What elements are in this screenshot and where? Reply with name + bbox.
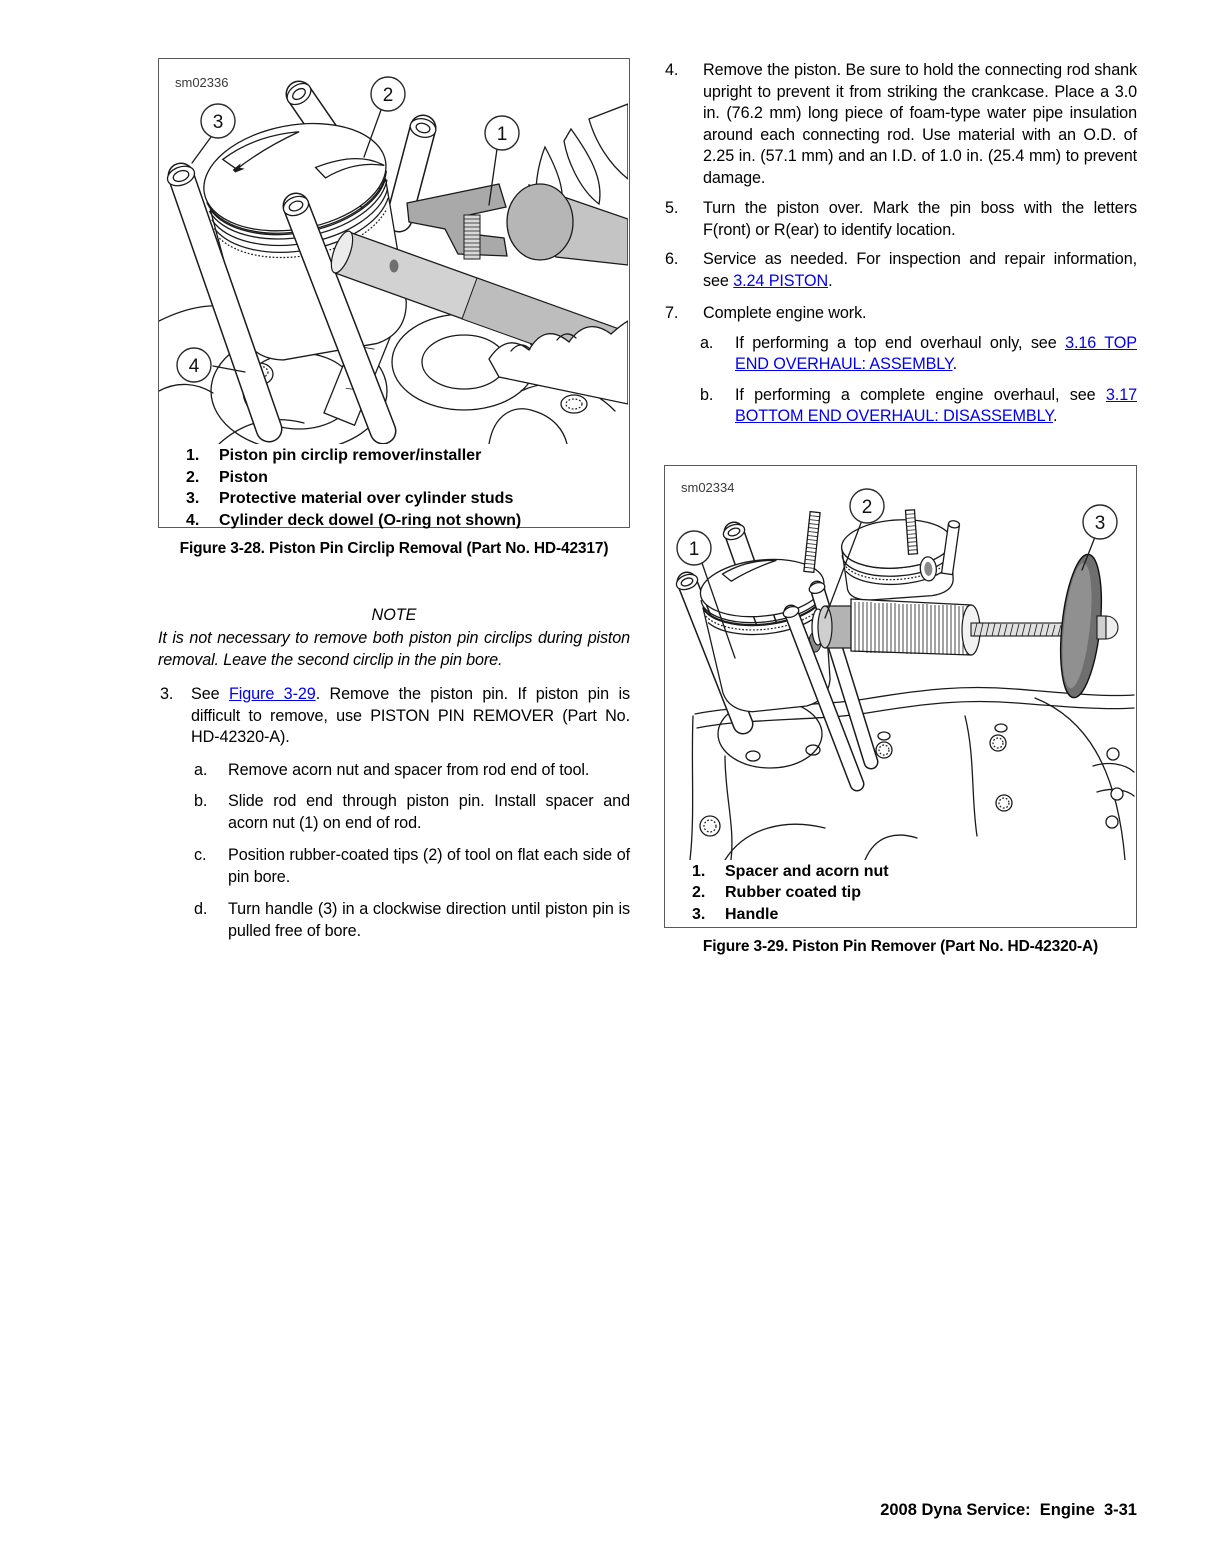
substep-letter: c. — [194, 846, 207, 864]
figure-3-29-caption: Figure 3-29. Piston Pin Remover (Part No. HD-42320-A) — [702, 937, 1099, 955]
step-text-post: . Remove the piston pin. If piston pin is difficult to remove, use PISTON PIN REMOVER (Part No. HD-42320-A). — [191, 685, 630, 746]
rubber-coated-tip — [818, 606, 853, 648]
step-text-pre: Service as needed. For inspection and repair information, see — [703, 250, 1137, 290]
substep-letter: b. — [700, 385, 714, 404]
substep-letter: a. — [700, 333, 714, 352]
step-text — [191, 684, 630, 749]
figure-3-29-art — [665, 466, 1135, 860]
callout-2 — [850, 489, 884, 523]
substep-text-pre: If performing a top end overhaul only, see — [735, 333, 1066, 352]
legend-num: 1. — [186, 447, 200, 464]
substep-text-post: . — [1052, 407, 1058, 425]
callout-2 — [371, 77, 405, 111]
step-text-pre: See — [191, 685, 229, 703]
step-4 — [664, 60, 1137, 189]
step-number: 3. — [160, 685, 174, 703]
svg-text:3: 3 — [1094, 512, 1106, 534]
step-5 — [664, 198, 1137, 241]
cylinder-stud — [804, 511, 820, 572]
figure-image-id: sm02336 — [175, 75, 229, 90]
callout-1 — [485, 116, 519, 150]
remover-knurled-body — [851, 599, 980, 655]
figure-3-28-box — [158, 58, 630, 528]
legend-label: Handle — [725, 905, 779, 923]
legend-label: Cylinder deck dowel (O-ring not shown) — [219, 511, 522, 529]
note-body: It is not necessary to remove both piston pin circlips during piston removal. Leave the second circlip in the pin bore. — [158, 629, 630, 669]
note-title: NOTE — [371, 606, 417, 624]
right-column — [664, 58, 1137, 956]
svg-text:1: 1 — [688, 538, 700, 560]
step-number: 5. — [665, 199, 679, 217]
step-6 — [664, 249, 1137, 292]
substep-c — [194, 845, 630, 888]
legend-num: 3. — [186, 490, 200, 508]
figure-3-29-link[interactable]: Figure 3-29 — [228, 685, 316, 703]
figure-3-28-legend — [186, 445, 623, 531]
legend-item — [186, 467, 623, 489]
callout-3 — [1083, 505, 1117, 539]
legend-label: Rubber coated tip — [725, 884, 862, 902]
substep-text — [735, 385, 1137, 428]
top-end-overhaul-link[interactable]: 3.16 TOP END OVERHAUL: ASSEMBLY — [735, 333, 1137, 373]
step-3 — [158, 684, 630, 749]
legend-label: Spacer and acorn nut — [725, 862, 889, 880]
substep-text: Turn handle (3) in a clockwise direction until piston pin is pulled free of bore. — [228, 900, 630, 940]
legend-item — [186, 488, 623, 510]
substep-7b — [700, 385, 1137, 428]
substep-letter: d. — [194, 900, 208, 918]
step-number: 6. — [665, 250, 679, 268]
substep-text: Slide rod end through piston pin. Install spacer and acorn nut (1) on end of rod. — [228, 792, 630, 832]
legend-item — [186, 510, 623, 532]
legend-label: Piston pin circlip remover/installer — [219, 447, 482, 464]
callout-1 — [677, 531, 711, 565]
figure-image-id: sm02334 — [681, 479, 735, 495]
legend-item — [692, 882, 1130, 904]
legend-label: Protective material over cylinder studs — [219, 490, 514, 508]
legend-num: 2. — [186, 468, 200, 486]
substep-text-pre: If performing a complete engine overhaul, see — [735, 385, 1106, 404]
substep-letter: a. — [194, 760, 208, 779]
substep-a — [194, 760, 630, 782]
case-bolts — [700, 735, 1123, 836]
svg-text:1: 1 — [496, 124, 508, 145]
callout-3 — [201, 104, 235, 138]
svg-text:4: 4 — [188, 356, 200, 377]
stud-hole — [561, 395, 587, 413]
left-column — [158, 58, 630, 942]
svg-text:3: 3 — [212, 112, 224, 133]
legend-num: 1. — [692, 862, 706, 880]
step-text: Complete engine work. — [703, 304, 867, 322]
legend-item — [692, 904, 1130, 926]
figure-3-29-legend — [692, 861, 1130, 926]
legend-label: Piston — [219, 468, 268, 486]
substep-letter: b. — [194, 792, 208, 810]
page-footer: 2008 Dyna Service: Engine 3-31 — [880, 1501, 1137, 1519]
legend-item — [186, 445, 623, 467]
substep-text: Position rubber-coated tips (2) of tool on flat each side of pin bore. — [228, 846, 630, 886]
piston-section-link[interactable]: 3.24 PISTON — [733, 271, 829, 290]
substep-7a — [700, 333, 1137, 376]
rear-piston — [840, 516, 955, 601]
substep-b — [194, 791, 630, 834]
bottom-end-overhaul-link[interactable]: 3.17 BOTTOM END OVERHAUL: DISASSEMBLY — [735, 385, 1137, 425]
substep-text — [735, 333, 1137, 376]
svg-text:2: 2 — [861, 496, 873, 518]
legend-num: 4. — [186, 511, 200, 529]
substep-d — [194, 899, 630, 942]
step-7 — [664, 303, 1137, 325]
step-number: 4. — [665, 61, 679, 79]
legend-num: 2. — [692, 884, 706, 902]
threaded-rod — [971, 623, 1063, 636]
step-number: 7. — [665, 304, 679, 322]
step-text-post: . — [828, 271, 833, 290]
legend-item — [692, 861, 1130, 883]
step-text — [703, 249, 1137, 292]
crankcase-line-art — [690, 687, 1134, 860]
legend-num: 3. — [692, 905, 706, 923]
substep-text: Remove acorn nut and spacer from rod end of tool. — [228, 760, 590, 779]
figure-3-28-art — [159, 59, 628, 444]
figure-3-29-box — [664, 465, 1137, 928]
substep-text-post: . — [952, 355, 958, 373]
svg-text:2: 2 — [382, 85, 394, 106]
callout-4 — [177, 348, 211, 382]
step-text: Remove the piston. Be sure to hold the connecting rod shank upright to prevent it from striking the crankcase. Place a 3.0 in. (76.2 mm) long piece of foam-type water pipe insulation around each connecting rod. Use material with an O.D. of 2.25 in. (57.1 mm) and an I.D. of 1.0 in. (25.4 mm) to prevent damage. — [703, 61, 1137, 187]
step-text: Turn the piston over. Mark the pin boss with the letters F(ront) or R(ear) to identify location. — [703, 199, 1137, 239]
acorn-nut — [1097, 616, 1118, 639]
figure-3-28-caption: Figure 3-28. Piston Pin Circlip Removal (Part No. HD-42317) — [179, 540, 609, 557]
